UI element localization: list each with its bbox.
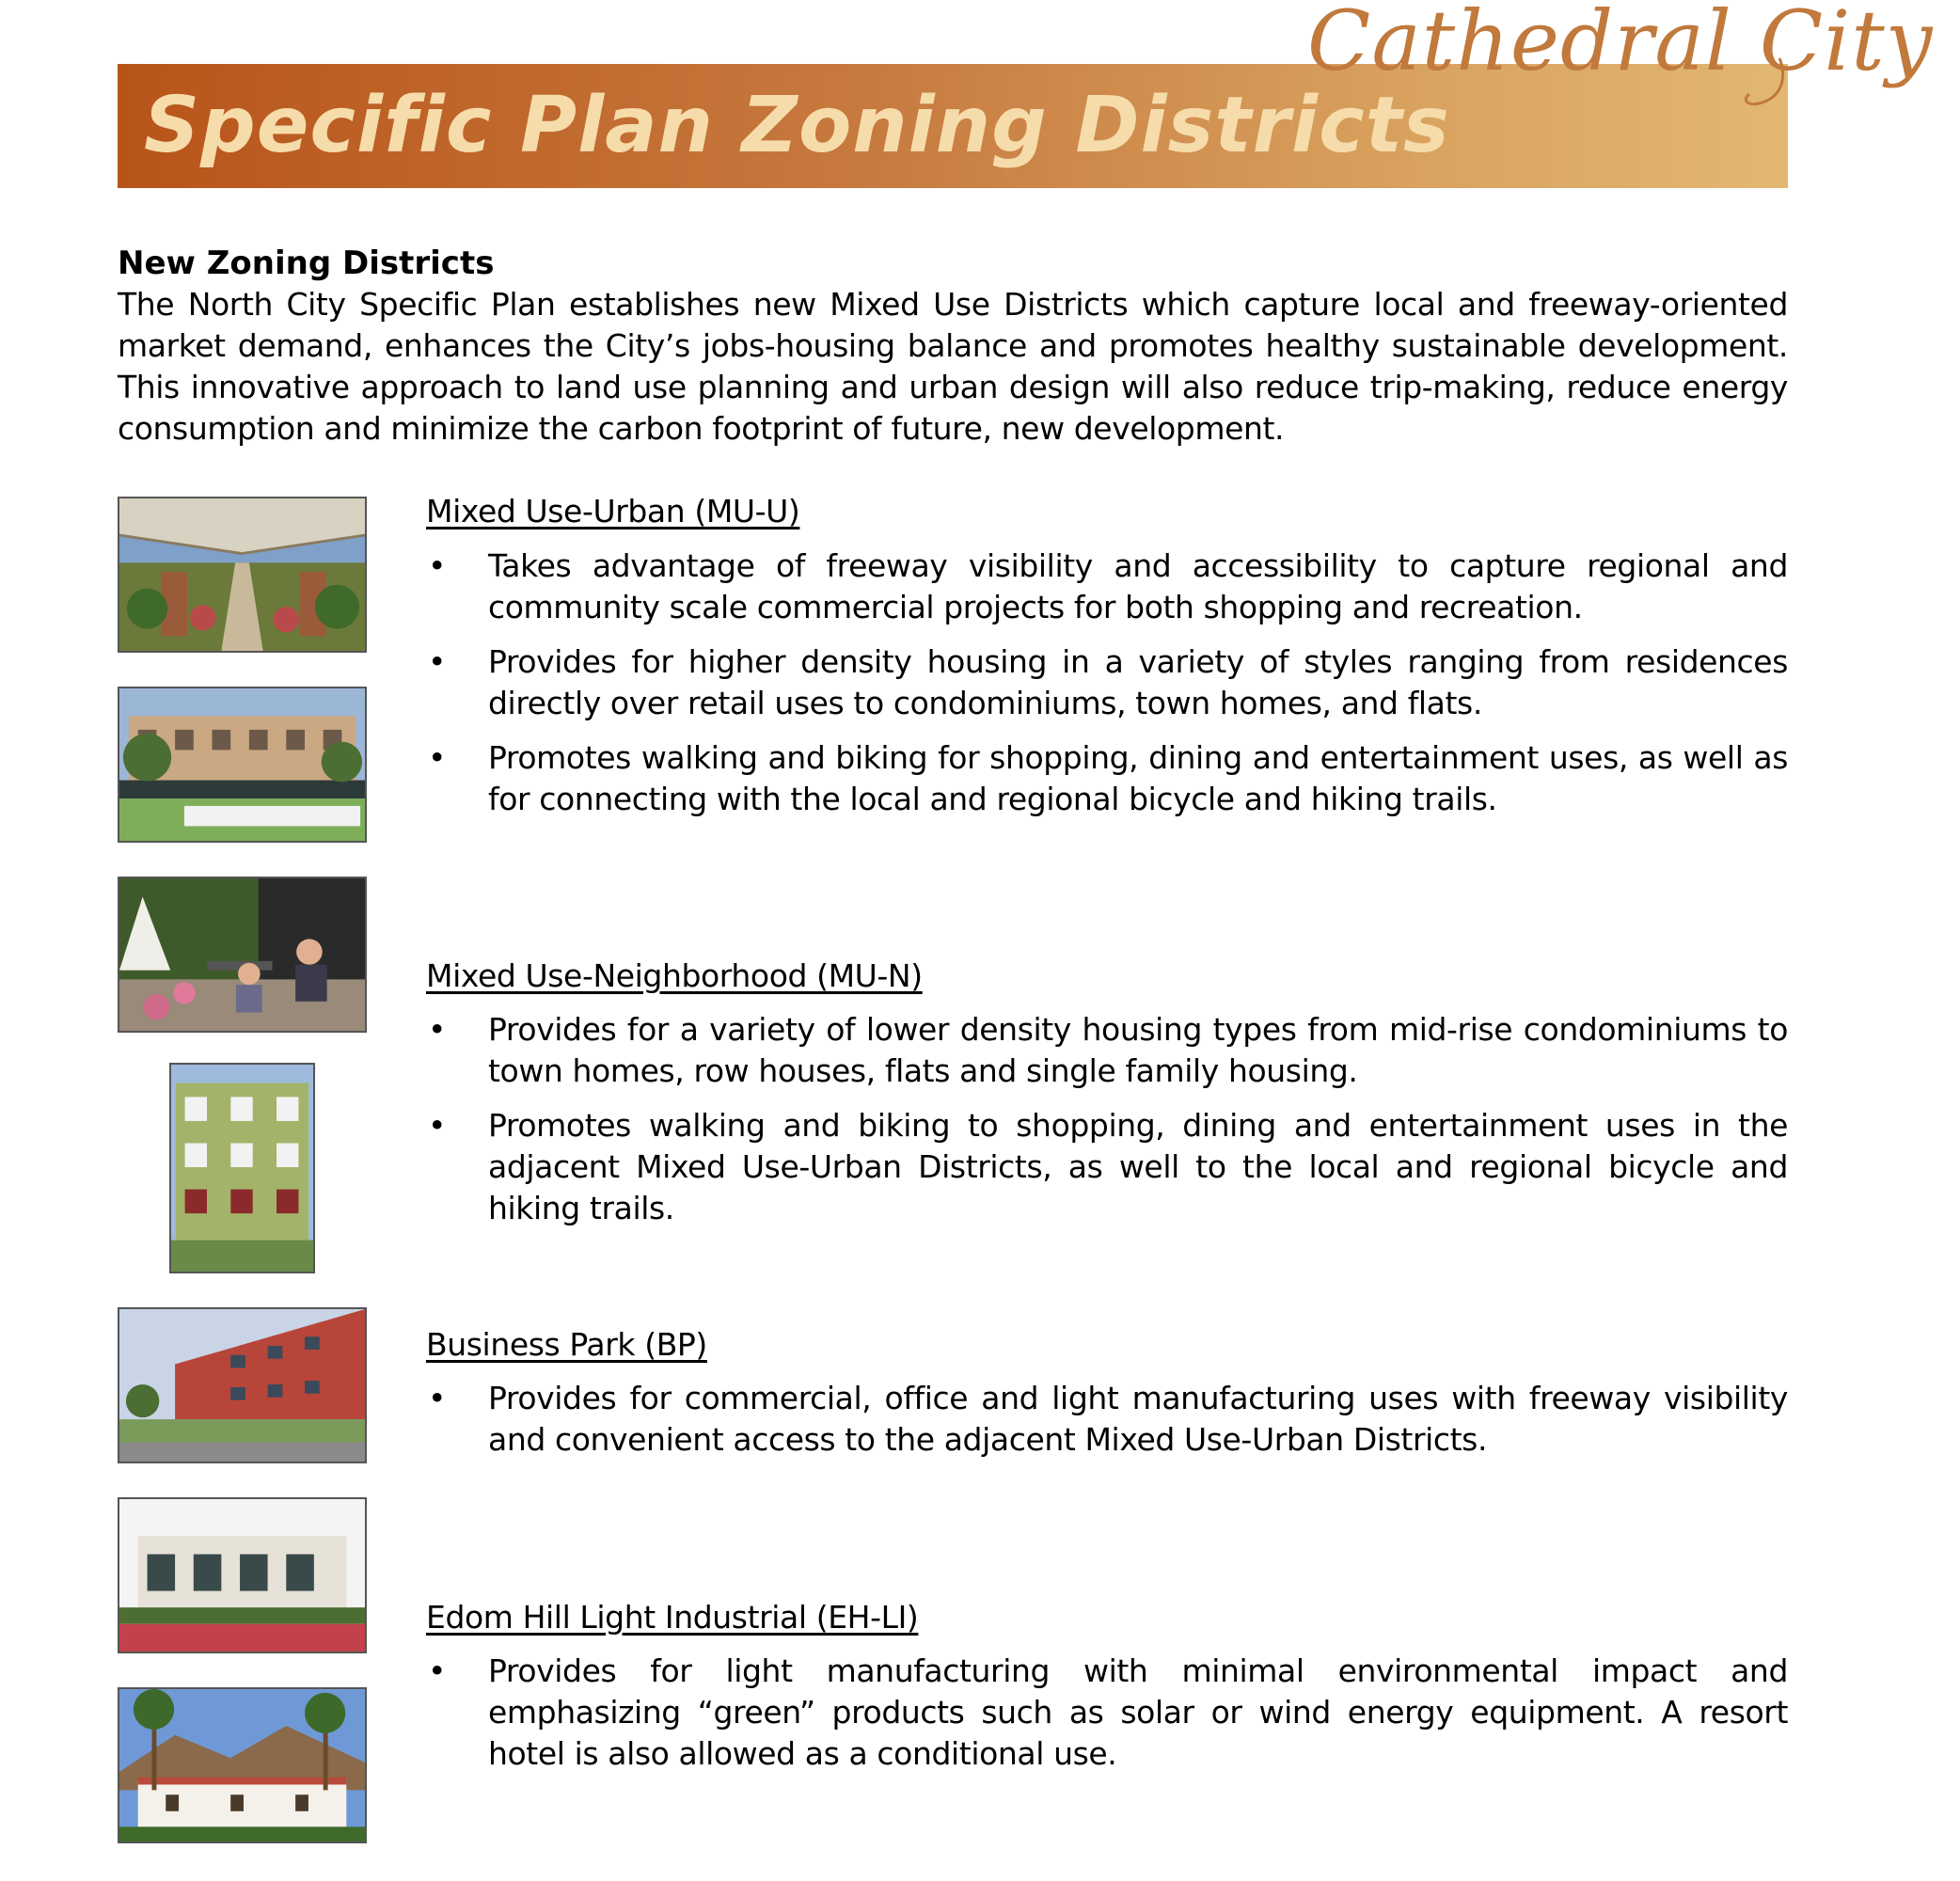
bullet-icon: • [428,1107,447,1144]
photo-industrial-building [118,1497,367,1653]
bullet-icon: • [428,1011,447,1048]
bullet-icon: • [428,643,447,680]
page-title: Specific Plan Zoning Districts [144,81,1450,170]
list-item [426,641,1788,724]
list-item [426,1378,1788,1461]
list-item [426,737,1788,820]
list-item-text: Promotes walking and biking to shopping, dining and entertainment uses in the adjacent Mixed Use-Urban Districts, as well to the local and regional bicycle and hiking trails. [488,1107,1788,1226]
bullet-icon: • [428,1652,447,1689]
list-item-text: Provides for higher density housing in a variety of styles ranging from residences directly over retail uses to condominiums, town homes, and flats. [488,643,1788,721]
section-title-mixed-use-urban: Mixed Use-Urban (MU-U) [426,493,800,530]
list-item [426,545,1788,628]
bullet-list-edom-hill-light-industrial [426,1651,1788,1788]
photo-covered-walkway [118,497,367,653]
list-item [426,1651,1788,1775]
bullet-icon: • [428,1380,447,1416]
photo-townhomes [169,1063,315,1273]
section-title-mixed-use-neighborhood: Mixed Use-Neighborhood (MU-N) [426,957,923,994]
bullet-icon: • [428,547,447,584]
bullet-list-business-park [426,1378,1788,1474]
brand-swash-icon [1721,56,1796,113]
list-item-text: Provides for commercial, office and light manufacturing uses with freeway visibility and convenient access to the adjacent Mixed Use-Urban Districts. [488,1380,1788,1458]
intro-paragraph: The North City Specific Plan establishes new Mixed Use Districts which capture local and freeway-oriented market demand, enhances the City’s jobs-housing balance and promotes healthy sustainable development. This innovative approach to land use planning and urban design will also reduce trip-making, reduce energy consumption and minimize the carbon footprint of future, new development. [118,286,1788,447]
bullet-icon: • [428,739,447,776]
list-item-text: Provides for a variety of lower density housing types from mid-rise condominiums to town homes, row houses, flats and single family housing. [488,1011,1788,1089]
section-title-business-park: Business Park (BP) [426,1326,707,1363]
bullet-list-mixed-use-neighborhood [426,1009,1788,1242]
list-item [426,1105,1788,1229]
photo-resort-palms [118,1687,367,1843]
section-title-edom-hill-light-industrial: Edom Hill Light Industrial (EH-LI) [426,1599,919,1636]
list-item-text: Promotes walking and biking for shopping, dining and entertainment uses, as well as for connecting with the local and regional bicycle and hiking trails. [488,739,1788,817]
photo-outdoor-cafe [118,877,367,1033]
bullet-list-mixed-use-urban [426,545,1788,833]
photo-mixed-use-buildings [118,687,367,843]
list-item [426,1009,1788,1092]
photo-office-building [118,1307,367,1463]
intro-heading: New Zoning Districts [118,245,495,282]
list-item-text: Provides for light manufacturing with minimal environmental impact and emphasizing “green” products such as solar or wind energy equipment. A resort hotel is also allowed as a conditional use. [488,1652,1788,1772]
brand-wordmark: Cathedral City [1307,0,1934,89]
list-item-text: Takes advantage of freeway visibility and accessibility to capture regional and community scale commercial projects for both shopping and recreation. [488,547,1788,625]
